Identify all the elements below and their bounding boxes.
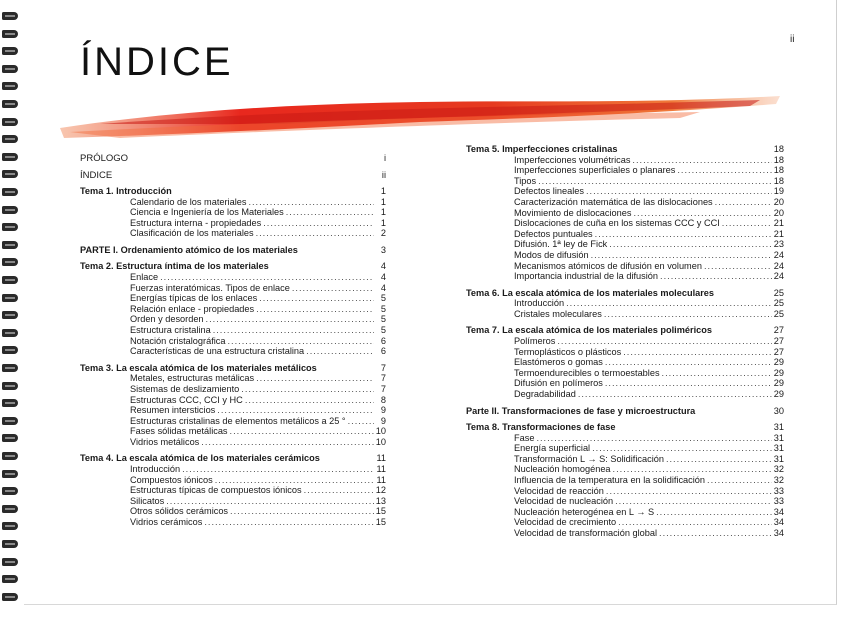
spiral-ring: [2, 311, 18, 319]
toc-page-number: 15: [375, 506, 386, 517]
toc-entry[interactable]: [514, 368, 784, 379]
toc-page-number: 32: [773, 475, 784, 485]
toc-heading[interactable]: [80, 186, 386, 197]
toc-leader-dots: [595, 229, 772, 240]
toc-leader-dots: [217, 405, 374, 416]
toc-entry[interactable]: [514, 298, 784, 309]
toc-page-number: 20: [773, 207, 784, 218]
toc-heading[interactable]: [466, 288, 784, 299]
toc-entry[interactable]: [514, 378, 784, 389]
toc-leader-dots: [632, 155, 771, 166]
spiral-ring: [2, 12, 18, 20]
toc-leader-dots: [666, 454, 772, 465]
toc-leader-dots: [615, 496, 772, 507]
toc-leader-dots: [704, 261, 772, 272]
toc-entry-title: Tema 3. La escala atómica de los materiales metálicos: [80, 362, 317, 373]
toc-entry[interactable]: [130, 395, 386, 406]
toc-page-number: 18: [773, 175, 784, 186]
spiral-ring: [2, 329, 18, 337]
toc-entry[interactable]: [514, 496, 784, 507]
toc-page-number: 5: [380, 325, 386, 335]
toc-entry-title: Estructuras típicas de compuestos iónicos: [130, 485, 302, 496]
toc-leader-dots: [606, 486, 772, 497]
spiral-ring: [2, 30, 18, 38]
toc-leader-dots: [623, 347, 772, 358]
toc-entry[interactable]: [514, 261, 784, 272]
toc-leader-dots: [263, 218, 374, 229]
toc-leader-dots: [213, 325, 374, 336]
toc-leader-dots: [215, 475, 374, 486]
toc-entry[interactable]: [514, 454, 784, 465]
toc-leader-dots: [256, 304, 374, 315]
toc-entry[interactable]: [130, 293, 386, 304]
spiral-ring: [2, 135, 18, 143]
toc-page-number: 18: [773, 165, 784, 176]
toc-entry[interactable]: [130, 336, 386, 347]
toc-page-number: 30: [773, 405, 784, 416]
toc-page-number: 6: [380, 335, 386, 346]
toc-entry[interactable]: [514, 229, 784, 240]
toc-leader-dots: [660, 271, 772, 282]
spiral-ring: [2, 346, 18, 354]
spiral-ring: [2, 470, 18, 478]
spiral-ring: [2, 170, 18, 178]
toc-leader-dots: [592, 443, 772, 454]
toc-page-number: 3: [380, 244, 386, 255]
toc-entry[interactable]: [514, 443, 784, 454]
toc-leader-dots: [182, 464, 374, 475]
toc-page-number: 1: [380, 207, 386, 218]
toc-page-number: 23: [773, 239, 784, 250]
toc-entry-title: Fases sólidas metálicas: [130, 426, 228, 437]
toc-entry[interactable]: [514, 347, 784, 358]
toc-leader-dots: [160, 272, 374, 283]
toc-page-number: 2: [380, 228, 386, 239]
toc-page-number: 10: [375, 436, 386, 447]
toc-page-number: 31: [773, 453, 784, 464]
spiral-binding: [0, 0, 22, 617]
toc-page-number: 18: [773, 144, 784, 154]
toc-leader-dots: [677, 165, 771, 176]
toc-page-number: 11: [376, 453, 386, 464]
toc-page-number: 25: [773, 298, 784, 309]
toc-entry-title: Clasificación de los materiales: [130, 228, 254, 239]
toc-entry-title: Degradabilidad: [514, 389, 576, 399]
toc-leader-dots: [659, 528, 772, 539]
toc-leader-dots: [662, 368, 772, 379]
toc-page-number: 24: [773, 271, 784, 282]
toc-page-number: 34: [773, 506, 784, 517]
toc-entry-title: Enlace: [130, 272, 159, 282]
toc-entry[interactable]: [130, 506, 386, 517]
toc-entry-title: Velocidad de crecimiento: [514, 517, 617, 528]
toc-entry-title: Nucleación heterogénea en L → S: [514, 506, 655, 517]
toc-entry[interactable]: [130, 405, 386, 416]
toc-page-number: 34: [773, 528, 784, 538]
toc-entry-title: Velocidad de reacción: [514, 485, 604, 496]
toc-entry-title: Tema 7. La escala atómica de los materiales poliméricos: [466, 325, 712, 336]
brush-stroke-decoration: [60, 88, 780, 148]
toc-page-number: 15: [375, 517, 386, 527]
toc-entry[interactable]: [130, 325, 386, 336]
toc-page-number: 29: [773, 389, 784, 399]
spiral-ring: [2, 100, 18, 108]
toc-entry[interactable]: [514, 165, 784, 176]
toc-entry-title: Termoendurecibles o termoestables: [514, 367, 660, 378]
toc-page-number: 9: [380, 405, 386, 416]
toc-entry-title: Parte II. Transformaciones de fase y microestructura: [466, 405, 696, 416]
toc-entry-title: Tema 6. La escala atómica de los materiales moleculares: [466, 287, 715, 298]
toc-leader-dots: [722, 218, 772, 229]
toc-entry-title: Ciencia e Ingeniería de los Materiales: [130, 207, 284, 218]
toc-entry-title: Mecanismos atómicos de difusión en volumen: [514, 260, 702, 271]
toc-entry-title: Notación cristalográfica: [130, 335, 226, 346]
toc-page-number: 27: [773, 325, 784, 336]
toc-leader-dots: [633, 208, 771, 219]
toc-page-number: 1: [380, 186, 386, 196]
toc-entry[interactable]: [514, 250, 784, 261]
toc-entry-title: Estructuras cristalinas de elementos metálicos a 25 °: [130, 415, 346, 426]
toc-page-number: 12: [375, 485, 386, 496]
toc-entry-title: Tema 2. Estructura íntima de los materiales: [80, 261, 269, 272]
toc-entry-title: Resumen intersticios: [130, 405, 216, 416]
toc-leader-dots: [591, 250, 772, 261]
toc-page-number: 7: [380, 373, 386, 384]
toc-entry[interactable]: [514, 336, 784, 347]
toc-leader-dots: [166, 496, 374, 507]
toc-entry[interactable]: [514, 464, 784, 475]
toc-heading[interactable]: [466, 422, 784, 433]
toc-entry-title: Defectos lineales: [514, 186, 584, 197]
toc-entry[interactable]: [130, 496, 386, 507]
toc-entry[interactable]: [514, 433, 784, 444]
toc-heading[interactable]: [80, 245, 386, 256]
toc-page-number: 13: [375, 495, 386, 506]
toc-page-number: 1: [380, 217, 386, 228]
toc-entry-title: Polímeros: [514, 336, 556, 346]
spiral-ring: [2, 522, 18, 530]
toc-entry[interactable]: [130, 272, 386, 283]
toc-entry-title: Tema 4. La escala atómica de los materiales cerámicos: [80, 453, 320, 464]
toc-entry[interactable]: [514, 186, 784, 197]
toc-entry-title: Movimiento de dislocaciones: [514, 207, 632, 218]
toc-page-number: 25: [773, 308, 784, 319]
toc-page-number: 5: [380, 314, 386, 325]
toc-page-number: 11: [376, 474, 386, 485]
toc-entry[interactable]: [80, 170, 386, 181]
toc-entry[interactable]: [130, 283, 386, 294]
toc-page-number: 27: [773, 346, 784, 357]
toc-leader-dots: [578, 389, 772, 400]
toc-leader-dots: [609, 239, 771, 250]
toc-page-number: 5: [380, 303, 386, 314]
toc-entry-title: Velocidad de nucleación: [514, 496, 614, 507]
toc-entry[interactable]: [130, 304, 386, 315]
toc-page-number: 4: [380, 282, 386, 293]
toc-page-number: 29: [773, 378, 784, 389]
spiral-ring: [2, 452, 18, 460]
spiral-ring: [2, 153, 18, 161]
toc-entry-title: Otros sólidos cerámicos: [130, 506, 229, 517]
toc-entry-title: Vidrios metálicos: [130, 436, 200, 447]
toc-entry[interactable]: [514, 239, 784, 250]
toc-entry[interactable]: [130, 228, 386, 239]
toc-entry-title: Estructura cristalina: [130, 325, 211, 335]
spiral-ring: [2, 118, 18, 126]
toc-leader-dots: [245, 395, 374, 406]
toc-entry-title: Orden y desorden: [130, 314, 204, 325]
toc-page-number: 1: [380, 196, 386, 207]
toc-entry-title: Características de una estructura cristalina: [130, 346, 305, 357]
toc-heading[interactable]: [80, 453, 386, 464]
toc-page-number: 21: [773, 218, 784, 229]
toc-entry[interactable]: [514, 486, 784, 497]
toc-entry[interactable]: [514, 208, 784, 219]
toc-page-number: 20: [773, 197, 784, 207]
toc-leader-dots: [286, 207, 374, 218]
toc-leader-dots: [230, 506, 374, 517]
spiral-ring: [2, 558, 18, 566]
toc-page-number: 29: [773, 367, 784, 378]
toc-page-number: 11: [376, 464, 386, 474]
toc-entry[interactable]: [130, 346, 386, 357]
toc-page-number: i: [383, 153, 386, 163]
toc-leader-dots: [259, 293, 374, 304]
toc-leader-dots: [201, 437, 373, 448]
toc-entry-title: Difusión. 1ª ley de Fick: [514, 239, 608, 250]
toc-entry[interactable]: [130, 197, 386, 208]
toc-page-number: 24: [773, 260, 784, 271]
toc-page-number: 27: [773, 336, 784, 346]
toc-page-number: 21: [773, 228, 784, 239]
toc-page-number: 31: [773, 422, 784, 432]
toc-page-number: 33: [773, 485, 784, 496]
toc-entry-title: Difusión en polímeros: [514, 378, 603, 389]
toc-leader-dots: [230, 426, 374, 437]
toc-page-number: 5: [380, 293, 386, 304]
toc-leader-dots: [618, 517, 772, 528]
toc-entry[interactable]: [130, 426, 386, 437]
toc-entry-title: Imperfecciones superficiales o planares: [514, 165, 676, 176]
spiral-ring: [2, 540, 18, 548]
spiral-ring: [2, 82, 18, 90]
toc-leader-dots: [715, 197, 772, 208]
toc-page-number: 34: [773, 517, 784, 528]
spiral-ring: [2, 258, 18, 266]
toc-entry-title: Sistemas de deslizamiento: [130, 383, 240, 394]
toc-entry-title: Relación enlace - propiedades: [130, 303, 255, 314]
toc-entry[interactable]: [130, 464, 386, 475]
spiral-ring: [2, 382, 18, 390]
toc-entry-title: Estructuras CCC, CCI y HC: [130, 394, 243, 405]
toc-page-number: 29: [773, 357, 784, 368]
toc-entry-title: Tipos: [514, 175, 537, 186]
toc-leader-dots: [707, 475, 772, 486]
spiral-ring: [2, 593, 18, 601]
spiral-ring: [2, 276, 18, 284]
toc-leader-dots: [604, 309, 772, 320]
spiral-ring: [2, 188, 18, 196]
toc-page-number: 31: [773, 432, 784, 443]
spiral-ring: [2, 417, 18, 425]
toc-entry-title: Modos de difusión: [514, 250, 589, 260]
toc-entry[interactable]: [130, 373, 386, 384]
toc-entry[interactable]: [130, 437, 386, 448]
toc-leader-dots: [228, 336, 375, 347]
toc-page-number: 4: [380, 272, 386, 282]
toc-heading[interactable]: [466, 325, 784, 336]
toc-entry-title: Tema 1. Introducción: [80, 186, 172, 196]
toc-leader-dots: [536, 433, 771, 444]
toc-entry[interactable]: [514, 475, 784, 486]
toc-entry-title: Fase: [514, 432, 535, 443]
toc-leader-dots: [613, 464, 772, 475]
toc-entry-title: ÍNDICE: [80, 169, 113, 181]
toc-entry-title: Energía superficial: [514, 443, 591, 454]
toc-entry-title: Importancia industrial de la difusión: [514, 271, 659, 282]
spiral-ring: [2, 223, 18, 231]
toc-page-number: 7: [380, 383, 386, 394]
toc-leader-dots: [605, 357, 772, 368]
toc-leader-dots: [605, 378, 772, 389]
page-title: ÍNDICE: [80, 40, 234, 84]
toc-entry-title: Calendario de los materiales: [130, 196, 247, 207]
toc-page-number: 10: [375, 426, 386, 437]
spiral-ring: [2, 434, 18, 442]
toc-entry[interactable]: [514, 528, 784, 539]
spiral-ring: [2, 487, 18, 495]
toc-entry[interactable]: [130, 384, 386, 395]
toc-entry[interactable]: [130, 485, 386, 496]
spiral-ring: [2, 47, 18, 55]
toc-entry[interactable]: [130, 416, 386, 427]
toc-entry-title: Estructura interna - propiedades: [130, 217, 262, 228]
toc-leader-dots: [557, 336, 771, 347]
toc-entry[interactable]: [80, 153, 386, 164]
toc-leader-dots: [204, 517, 373, 528]
toc-heading[interactable]: [80, 363, 386, 374]
toc-entry-title: Caracterización matemática de las dislocaciones: [514, 197, 713, 207]
toc-leader-dots: [348, 416, 374, 427]
toc-page-number: 33: [773, 496, 784, 507]
toc-entry[interactable]: [514, 176, 784, 187]
toc-page-number: 18: [773, 154, 784, 165]
toc-entry-title: Influencia de la temperatura en la solidificación: [514, 475, 706, 485]
toc-leader-dots: [206, 314, 374, 325]
toc-entry-title: Elastómeros o gomas: [514, 357, 603, 368]
toc-entry-title: PARTE I. Ordenamiento atómico de los materiales: [80, 244, 298, 255]
toc-page-number: 19: [773, 186, 784, 197]
toc-leader-dots: [304, 485, 374, 496]
toc-page-number: ii: [381, 169, 386, 180]
spiral-ring: [2, 505, 18, 513]
spiral-ring: [2, 206, 18, 214]
toc-page-number: 24: [773, 250, 784, 260]
toc-entry[interactable]: [130, 517, 386, 528]
toc-entry-title: Introducción: [130, 464, 181, 474]
toc-heading[interactable]: [466, 406, 784, 417]
toc-page-number: 7: [380, 362, 386, 373]
toc-entry-title: Defectos puntuales: [514, 228, 593, 239]
toc-leader-dots: [538, 176, 772, 187]
toc-page-number: 25: [773, 287, 784, 298]
toc-entry-title: Velocidad de transformación global: [514, 528, 658, 538]
toc-entry-title: Vidrios cerámicos: [130, 517, 203, 527]
toc-leader-dots: [586, 186, 772, 197]
toc-entry-title: PRÓLOGO: [80, 153, 129, 164]
spiral-ring: [2, 294, 18, 302]
toc-entry-title: Tema 8. Transformaciones de fase: [466, 422, 616, 432]
toc-leader-dots: [656, 507, 772, 518]
toc-entry-title: Compuestos iónicos: [130, 474, 213, 485]
toc-entry-title: Imperfecciones volumétricas: [514, 154, 631, 165]
toc-entry-title: Energías típicas de los enlaces: [130, 293, 258, 304]
toc-page-number: 9: [380, 415, 386, 426]
toc-entry-title: Dislocaciones de cuña en los sistemas CCC y CCI: [514, 218, 720, 229]
spiral-ring: [2, 241, 18, 249]
page-number: ii: [790, 34, 795, 45]
toc-entry[interactable]: [514, 155, 784, 166]
toc-entry[interactable]: [130, 218, 386, 229]
toc-entry[interactable]: [130, 207, 386, 218]
spiral-ring: [2, 65, 18, 73]
toc-leader-dots: [241, 384, 374, 395]
toc-entry[interactable]: [514, 507, 784, 518]
toc-entry-title: Transformación L → S: Solidificación: [514, 453, 664, 464]
toc-leader-dots: [306, 346, 374, 357]
toc-entry[interactable]: [130, 314, 386, 325]
toc-leader-dots: [256, 373, 374, 384]
spiral-ring: [2, 364, 18, 372]
toc-entry-title: Metales, estructuras metálicas: [130, 373, 255, 384]
toc-entry-title: Fuerzas interatómicas. Tipos de enlace: [130, 282, 290, 293]
toc-heading[interactable]: [80, 261, 386, 272]
toc-entry-title: Termoplásticos o plásticos: [514, 346, 622, 357]
toc-page-number: 8: [380, 394, 386, 405]
toc-entry[interactable]: [514, 197, 784, 208]
toc-leader-dots: [248, 197, 374, 208]
toc-entry[interactable]: [514, 357, 784, 368]
toc-page-number: 6: [380, 346, 386, 357]
toc-leader-dots: [292, 283, 374, 294]
toc-leader-dots: [256, 228, 374, 239]
toc-page-number: 4: [380, 261, 386, 272]
toc-entry[interactable]: [130, 475, 386, 486]
toc-entry[interactable]: [514, 389, 784, 400]
toc-entry[interactable]: [514, 271, 784, 282]
toc-leader-dots: [566, 298, 772, 309]
toc-entry[interactable]: [514, 517, 784, 528]
spiral-ring: [2, 399, 18, 407]
toc-entry-title: Silicatos: [130, 495, 165, 506]
spiral-ring: [2, 575, 18, 583]
toc-entry-title: Introducción: [514, 298, 565, 309]
toc-entry[interactable]: [514, 218, 784, 229]
toc-heading[interactable]: [466, 144, 784, 155]
toc-entry-title: Tema 5. Imperfecciones cristalinas: [466, 144, 618, 154]
toc-page-number: 31: [773, 443, 784, 454]
toc-entry-title: Nucleación homogénea: [514, 464, 611, 475]
toc-page-number: 32: [773, 464, 784, 475]
toc-entry-title: Cristales moleculares: [514, 308, 602, 319]
toc-entry[interactable]: [514, 309, 784, 320]
